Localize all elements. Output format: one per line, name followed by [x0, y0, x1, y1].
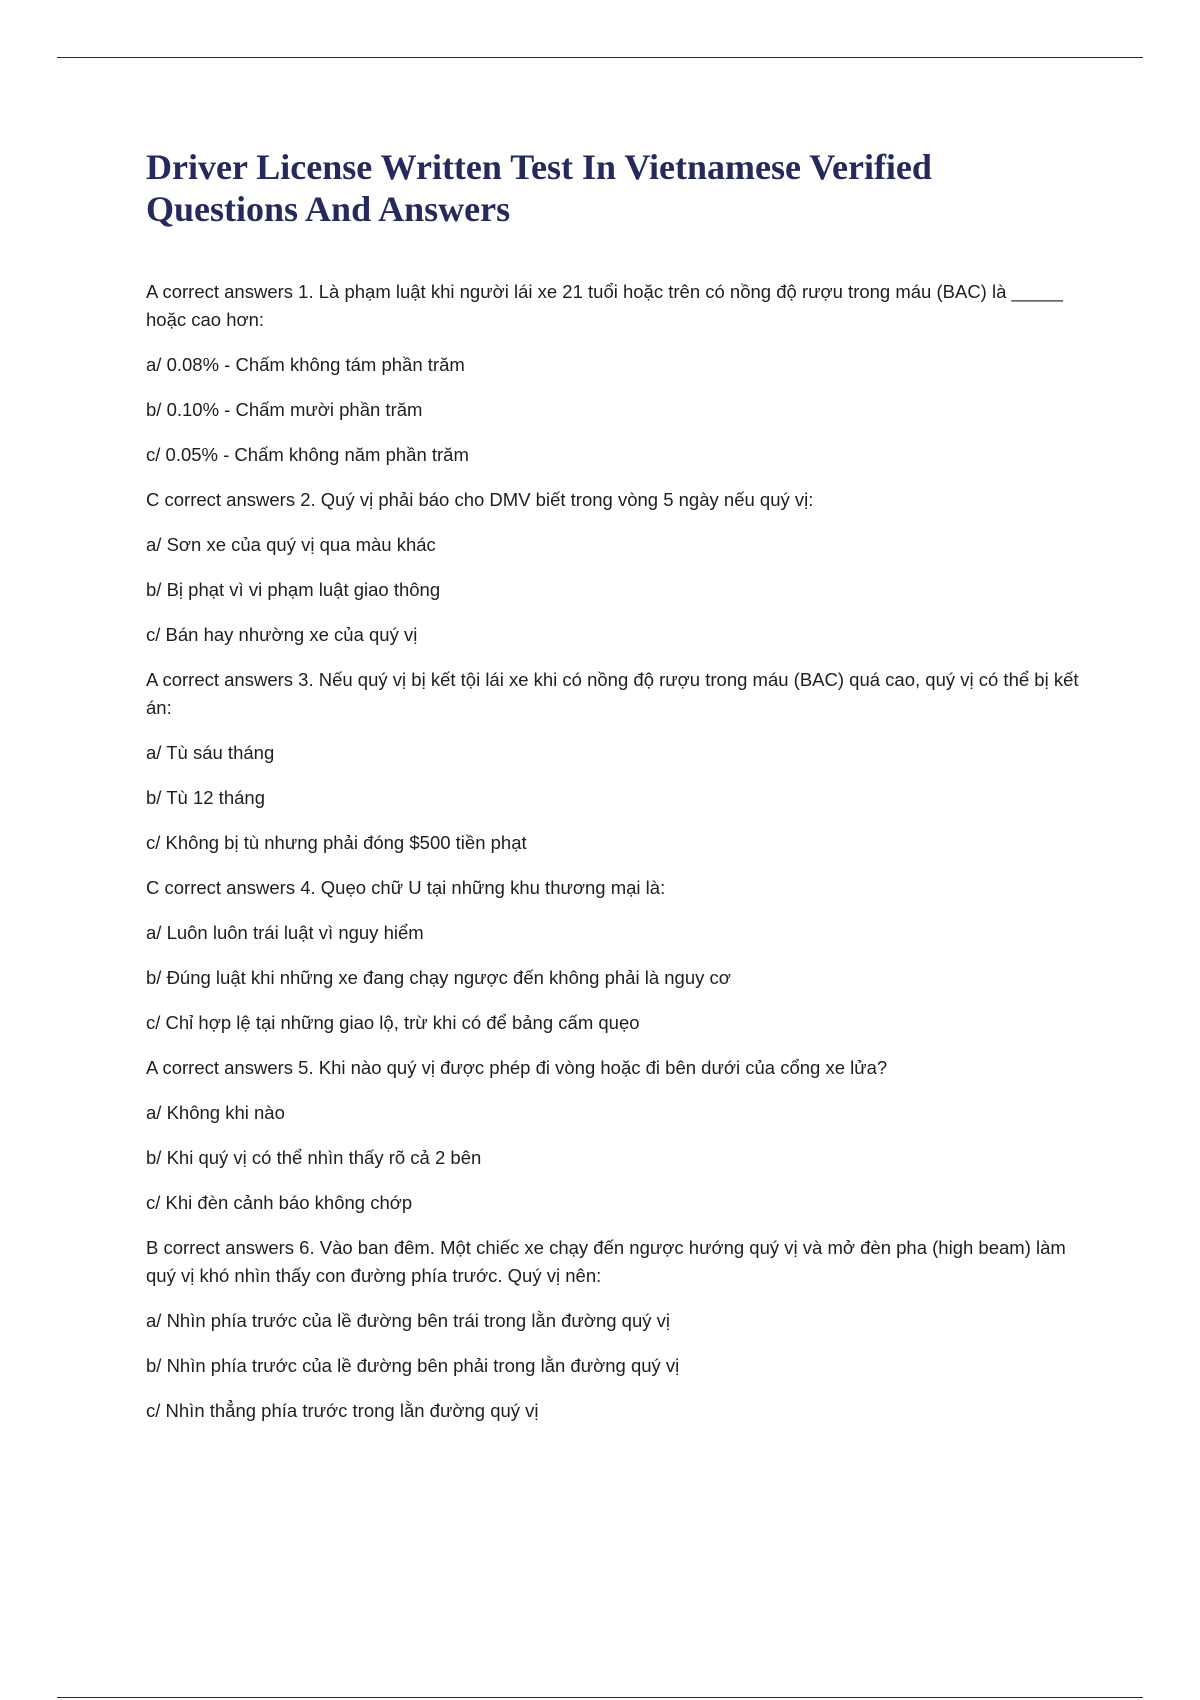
answer-option: a/ Nhìn phía trước của lề đường bên trái trong lằn đường quý vị [146, 1310, 670, 1331]
answer-option: b/ Khi quý vị có thể nhìn thấy rõ cả 2 bên [146, 1147, 482, 1168]
answer-option: a/ Tù sáu tháng [146, 742, 275, 763]
answer-option: b/ 0.10% - Chấm mười phần trăm [146, 399, 423, 420]
question-prompt: A correct answers 5. Khi nào quý vị được phép đi vòng hoặc đi bên dưới của cổng xe lửa? [146, 1057, 888, 1078]
document-title: Driver License Written Test In Vietnamese Verified Questions And Answers [146, 147, 932, 229]
answer-option: c/ Khi đèn cảnh báo không chớp [146, 1192, 413, 1213]
answer-option: c/ Bán hay nhường xe của quý vị [146, 624, 418, 645]
top-divider [57, 57, 1143, 58]
question-prompt: A correct answers 1. Là phạm luật khi người lái xe 21 tuổi hoặc trên có nồng độ rượu trong máu (BAC) là _____ hoặc cao hơn: [146, 281, 1063, 330]
answer-option: b/ Bị phạt vì vi phạm luật giao thông [146, 579, 441, 600]
question-prompt: B correct answers 6. Vào ban đêm. Một chiếc xe chạy đến ngược hướng quý vị và mở đèn pha (high beam) làm quý vị khó nhìn thấy con đường phía trước. Quý vị nên: [146, 1237, 1066, 1286]
question-prompt: A correct answers 3. Nếu quý vị bị kết tội lái xe khi có nồng độ rượu trong máu (BAC) quá cao, quý vị có thể bị kết án: [146, 669, 1079, 718]
bottom-divider [57, 1697, 1143, 1698]
answer-option: c/ Chỉ hợp lệ tại những giao lộ, trừ khi có để bảng cấm quẹo [146, 1012, 640, 1033]
question-prompt: C correct answers 2. Quý vị phải báo cho DMV biết trong vòng 5 ngày nếu quý vị: [146, 489, 814, 510]
answer-option: a/ Sơn xe của quý vị qua màu khác [146, 534, 436, 555]
answer-option: b/ Tù 12 tháng [146, 787, 265, 808]
answer-option: a/ Không khi nào [146, 1102, 285, 1123]
answer-option: a/ 0.08% - Chấm không tám phần trăm [146, 354, 465, 375]
answer-option: c/ 0.05% - Chấm không năm phần trăm [146, 444, 469, 465]
answer-option: c/ Không bị tù nhưng phải đóng $500 tiền phạt [146, 832, 527, 853]
answer-option: b/ Nhìn phía trước của lề đường bên phải trong lằn đường quý vị [146, 1355, 680, 1376]
answer-option: c/ Nhìn thẳng phía trước trong lằn đường quý vị [146, 1400, 539, 1421]
answer-option: a/ Luôn luôn trái luật vì nguy hiểm [146, 922, 424, 943]
answer-option: b/ Đúng luật khi những xe đang chạy ngược đến không phải là nguy cơ [146, 967, 731, 988]
document-body [146, 146, 1086, 1442]
question-prompt: C correct answers 4. Quẹo chữ U tại những khu thương mại là: [146, 877, 666, 898]
question-list [146, 278, 1086, 1425]
